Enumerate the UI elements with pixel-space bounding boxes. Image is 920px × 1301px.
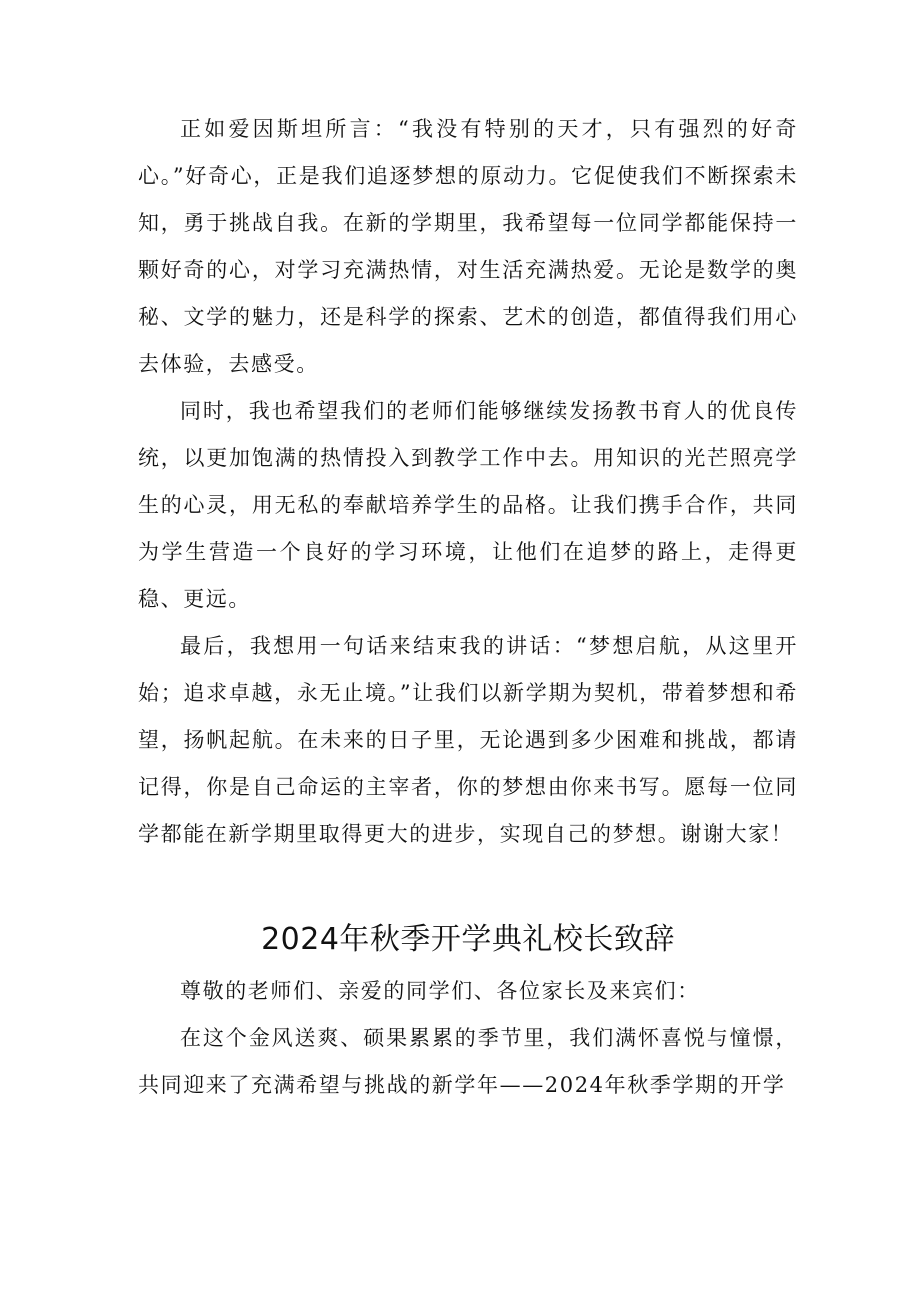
document-page (138, 106, 798, 1109)
speech-opening-paragraph: 在这个金风送爽、硕果累累的季节里，我们满怀喜悦与憧憬，共同迎来了充满希望与挑战的新学年——2024年秋季学期的开学 (138, 1026, 798, 1097)
speech-title: 2024年秋季开学典礼校长致辞 (261, 922, 675, 957)
paragraph-closing: 最后，我想用一句话来结束我的讲话：“梦想启航，从这里开始；追求卓越，永无止境。”让我们以新学期为契机，带着梦想和希望，扬帆起航。在未来的日子里，无论遇到多少困难和挑战，都请记得，你是自己命运的主宰者，你的梦想由你来书写。愿每一位同学都能在新学期里取得更大的进步，实现自己的梦想。谢谢大家！ (138, 634, 798, 846)
paragraph-curiosity: 正如爱因斯坦所言：“我没有特别的天才，只有强烈的好奇心。”好奇心，正是我们追逐梦想的原动力。它促使我们不断探索未知，勇于挑战自我。在新的学期里，我希望每一位同学都能保持一颗好奇的心，对学习充满热情，对生活充满热爱。无论是数学的奥秘、文学的魅力，还是科学的探索、艺术的创造，都值得我们用心去体验，去感受。 (138, 117, 798, 376)
speech-salutation: 尊敬的老师们、亲爱的同学们、各位家长及来宾们： (180, 979, 700, 1003)
paragraph-teachers: 同时，我也希望我们的老师们能够继续发扬教书育人的优良传统，以更加饱满的热情投入到教学工作中去。用知识的光芒照亮学生的心灵，用无私的奉献培养学生的品格。让我们携手合作，共同为学生营造一个良好的学习环境，让他们在追梦的路上，走得更稳、更远。 (138, 399, 798, 611)
